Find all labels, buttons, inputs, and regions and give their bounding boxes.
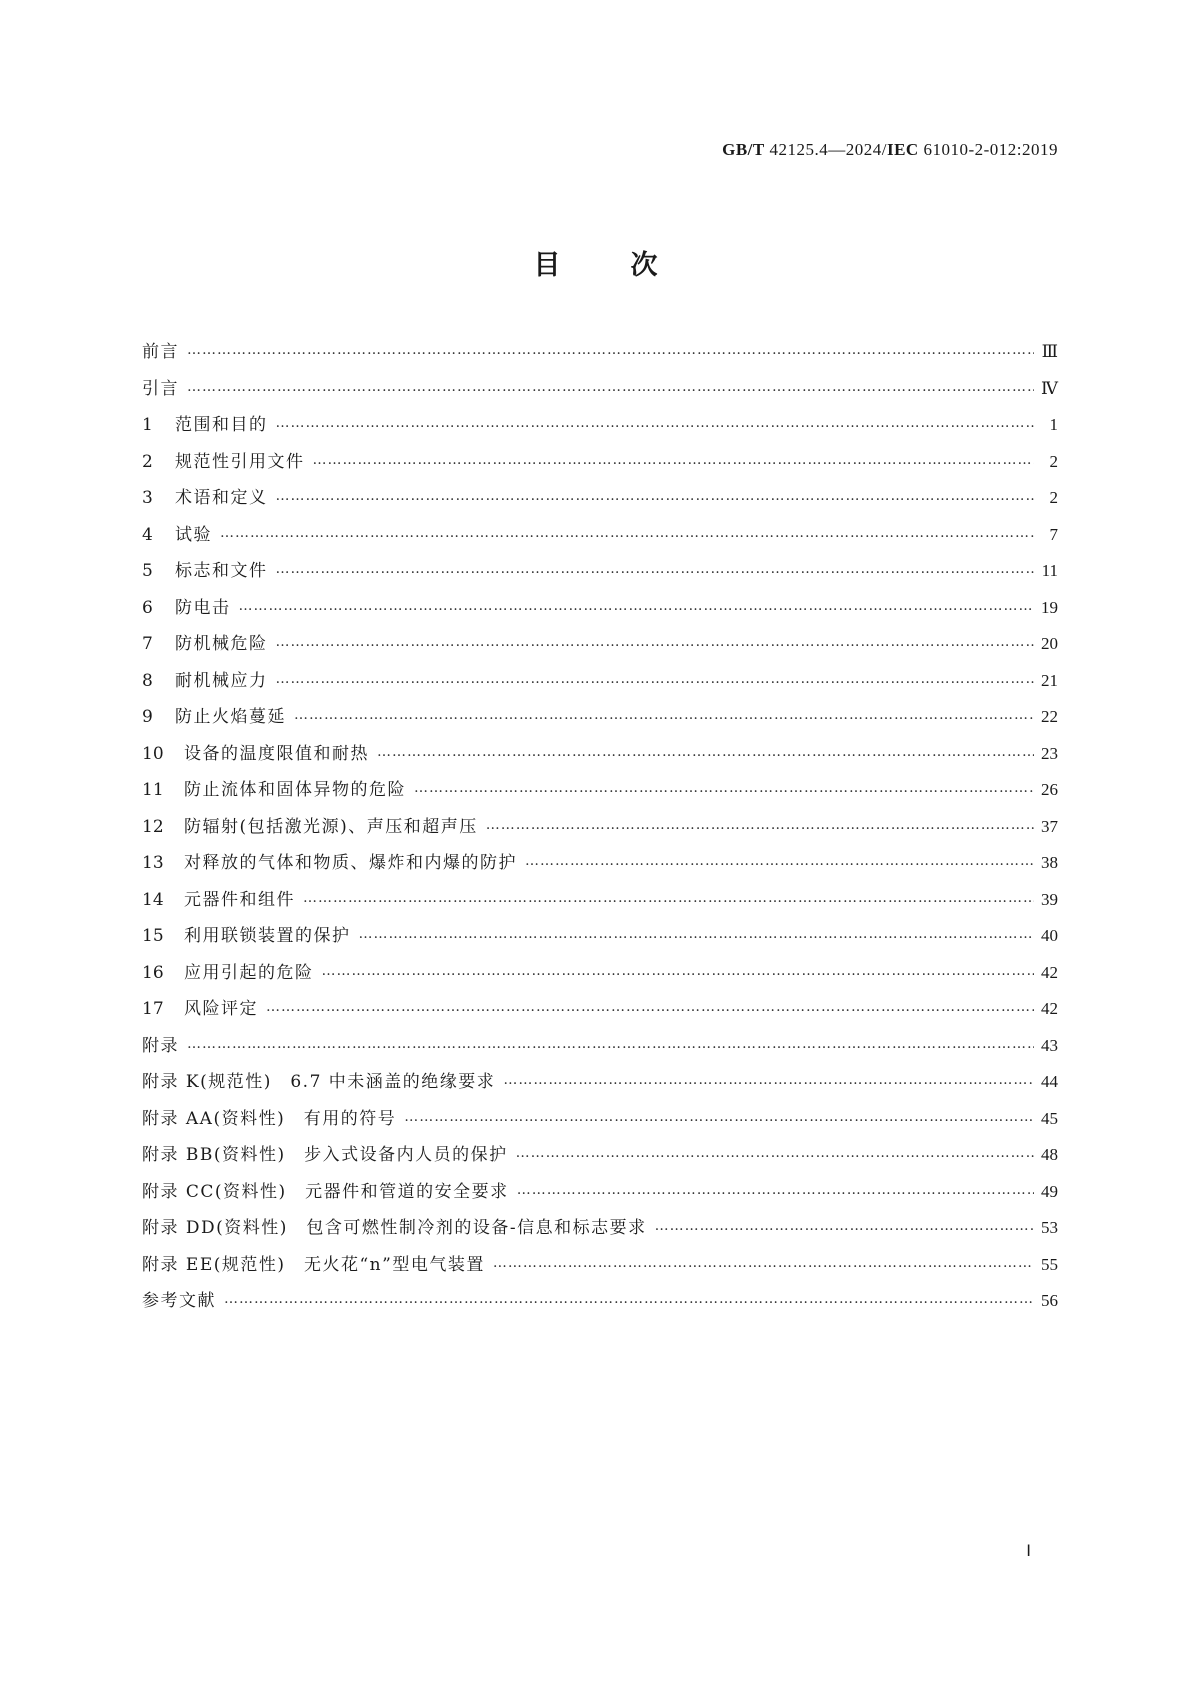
toc-entry-label: 应用引起的危险	[184, 962, 314, 983]
toc-entry-label: 附录 AA(资料性) 有用的符号	[142, 1108, 397, 1129]
toc-entry-label: 防止火焰蔓延	[175, 707, 286, 728]
toc-entry-number: 7	[142, 634, 153, 655]
table-of-contents	[142, 334, 1058, 1320]
toc-dot-leader	[239, 595, 1035, 617]
toc-entry-page: Ⅲ	[1041, 342, 1058, 362]
toc-entry-number: 14	[142, 889, 164, 910]
toc-dot-leader	[377, 741, 1034, 763]
toc-entry-page: 20	[1041, 634, 1058, 654]
toc-entry[interactable]	[142, 1137, 1058, 1174]
toc-entry-label: 防辐射(包括激光源)、声压和超声压	[184, 816, 478, 837]
toc-dot-leader	[220, 522, 1034, 544]
toc-entry-label: 附录 EE(规范性) 无火花“n”型电气装置	[142, 1254, 485, 1275]
toc-entry-page: 56	[1041, 1291, 1058, 1311]
toc-entry-page: Ⅳ	[1041, 378, 1058, 398]
toc-entry[interactable]	[142, 1101, 1058, 1138]
toc-entry[interactable]	[142, 1028, 1058, 1065]
toc-entry-number: 1	[142, 415, 153, 436]
toc-entry-page: 43	[1041, 1035, 1058, 1055]
toc-entry-number: 13	[142, 853, 164, 874]
toc-dot-leader	[655, 1215, 1034, 1237]
toc-entry-page: 11	[1041, 561, 1058, 581]
toc-entry[interactable]	[142, 845, 1058, 882]
toc-entry-page: 49	[1041, 1181, 1058, 1201]
toc-entry-page: 19	[1041, 597, 1058, 617]
toc-entry-number: 8	[142, 670, 153, 691]
toc-entry[interactable]	[142, 882, 1058, 919]
toc-entry[interactable]	[142, 955, 1058, 992]
toc-entry-page: 40	[1041, 926, 1058, 946]
toc-entry-number: 11	[142, 780, 164, 801]
standard-code	[722, 140, 1058, 160]
toc-entry-number: 17	[142, 999, 164, 1020]
toc-entry-page: 45	[1041, 1108, 1058, 1128]
toc-entry-number: 12	[142, 816, 164, 837]
toc-entry-page: 23	[1041, 743, 1058, 763]
toc-entry-label: 参考文献	[142, 1291, 216, 1312]
toc-dot-leader	[404, 1106, 1034, 1128]
toc-entry-page: 53	[1041, 1218, 1058, 1238]
toc-entry[interactable]	[142, 736, 1058, 773]
toc-entry-label: 防机械危险	[175, 634, 268, 655]
toc-entry[interactable]	[142, 334, 1058, 371]
toc-dot-leader	[187, 376, 1034, 398]
toc-entry-number: 16	[142, 962, 164, 983]
toc-entry-label: 规范性引用文件	[175, 451, 305, 472]
standard-code-iec: IEC	[886, 140, 919, 159]
toc-entry-number: 6	[142, 597, 153, 618]
toc-entry-label: 元器件和组件	[184, 889, 295, 910]
toc-entry-label: 标志和文件	[175, 561, 268, 582]
toc-entry[interactable]	[142, 1247, 1058, 1284]
toc-entry-label: 风险评定	[184, 999, 258, 1020]
toc-dot-leader	[516, 1142, 1034, 1164]
toc-entry-label: 利用联锁装置的保护	[184, 926, 351, 947]
toc-entry-page: 39	[1041, 889, 1058, 909]
toc-entry-label: 附录 CC(资料性) 元器件和管道的安全要求	[142, 1181, 509, 1202]
toc-entry-label: 防电击	[175, 597, 231, 618]
toc-entry-page: 26	[1041, 780, 1058, 800]
toc-entry-number: 10	[142, 743, 164, 764]
toc-dot-leader	[187, 339, 1034, 361]
toc-entry[interactable]	[142, 626, 1058, 663]
toc-entry[interactable]	[142, 590, 1058, 627]
toc-entry-page: 38	[1041, 853, 1058, 873]
toc-dot-leader	[187, 1033, 1034, 1055]
standard-code-prefix: GB/T	[722, 140, 765, 159]
toc-entry[interactable]	[142, 371, 1058, 408]
toc-entry-label: 设备的温度限值和耐热	[184, 743, 369, 764]
toc-entry-number: 2	[142, 451, 153, 472]
page-number: Ⅰ	[1026, 1543, 1031, 1560]
toc-dot-leader	[486, 814, 1034, 836]
toc-entry[interactable]	[142, 517, 1058, 554]
toc-dot-leader	[525, 850, 1034, 872]
toc-entry[interactable]	[142, 1283, 1058, 1320]
toc-entry[interactable]	[142, 553, 1058, 590]
toc-entry-label: 范围和目的	[175, 415, 268, 436]
toc-entry[interactable]	[142, 991, 1058, 1028]
toc-entry-number: 5	[142, 561, 153, 582]
toc-entry[interactable]	[142, 1064, 1058, 1101]
toc-entry-page: 22	[1041, 707, 1058, 727]
toc-entry-label: 防止流体和固体异物的危险	[184, 780, 406, 801]
toc-dot-leader	[503, 1069, 1034, 1091]
toc-entry[interactable]	[142, 407, 1058, 444]
toc-entry-label: 引言	[142, 378, 179, 399]
toc-entry-page: 2	[1049, 488, 1058, 508]
toc-entry-page: 7	[1049, 524, 1058, 544]
toc-dot-leader	[276, 412, 1035, 434]
toc-entry-label: 附录 K(规范性) 6.7 中未涵盖的绝缘要求	[142, 1072, 496, 1093]
toc-entry-label: 附录 BB(资料性) 步入式设备内人员的保护	[142, 1145, 508, 1166]
toc-entry[interactable]	[142, 699, 1058, 736]
toc-entry[interactable]	[142, 663, 1058, 700]
toc-entry-label: 附录 DD(资料性) 包含可燃性制冷剂的设备-信息和标志要求	[142, 1218, 647, 1239]
toc-dot-leader	[276, 668, 1035, 690]
toc-entry-label: 附录	[142, 1035, 179, 1056]
toc-dot-leader	[322, 960, 1035, 982]
standard-code-iec-number: 61010-2-012:2019	[918, 140, 1058, 159]
toc-entry-number: 3	[142, 488, 153, 509]
toc-entry[interactable]	[142, 918, 1058, 955]
toc-dot-leader	[276, 485, 1035, 507]
toc-entry-page: 2	[1049, 451, 1058, 471]
toc-entry-page: 42	[1041, 999, 1058, 1019]
toc-dot-leader	[517, 1179, 1034, 1201]
page-title: 目次	[533, 250, 728, 281]
toc-entry-number: 4	[142, 524, 153, 545]
toc-entry-number: 9	[142, 707, 153, 728]
standard-code-number: 42125.4—2024/	[764, 140, 887, 159]
toc-dot-leader	[276, 558, 1035, 580]
toc-entry-page: 44	[1041, 1072, 1058, 1092]
toc-dot-leader	[266, 996, 1034, 1018]
toc-entry[interactable]	[142, 772, 1058, 809]
toc-entry[interactable]	[142, 1174, 1058, 1211]
toc-entry-label: 试验	[175, 524, 212, 545]
toc-entry-page: 55	[1041, 1254, 1058, 1274]
toc-entry-page: 42	[1041, 962, 1058, 982]
toc-dot-leader	[493, 1252, 1034, 1274]
toc-dot-leader	[303, 887, 1034, 909]
toc-entry-label: 前言	[142, 342, 179, 363]
toc-entry[interactable]	[142, 480, 1058, 517]
toc-entry[interactable]	[142, 809, 1058, 846]
toc-dot-leader	[313, 449, 1035, 471]
toc-entry-label: 耐机械应力	[175, 670, 268, 691]
toc-dot-leader	[276, 631, 1035, 653]
toc-entry-label: 对释放的气体和物质、爆炸和内爆的防护	[184, 853, 517, 874]
toc-dot-leader	[359, 923, 1035, 945]
toc-entry[interactable]	[142, 444, 1058, 481]
toc-dot-leader	[224, 1288, 1034, 1310]
toc-entry-page: 1	[1049, 415, 1058, 435]
toc-entry[interactable]	[142, 1210, 1058, 1247]
toc-entry-label: 术语和定义	[175, 488, 268, 509]
toc-entry-page: 21	[1041, 670, 1058, 690]
toc-entry-page: 48	[1041, 1145, 1058, 1165]
toc-dot-leader	[414, 777, 1034, 799]
toc-entry-page: 37	[1041, 816, 1058, 836]
toc-entry-number: 15	[142, 926, 164, 947]
toc-dot-leader	[294, 704, 1034, 726]
